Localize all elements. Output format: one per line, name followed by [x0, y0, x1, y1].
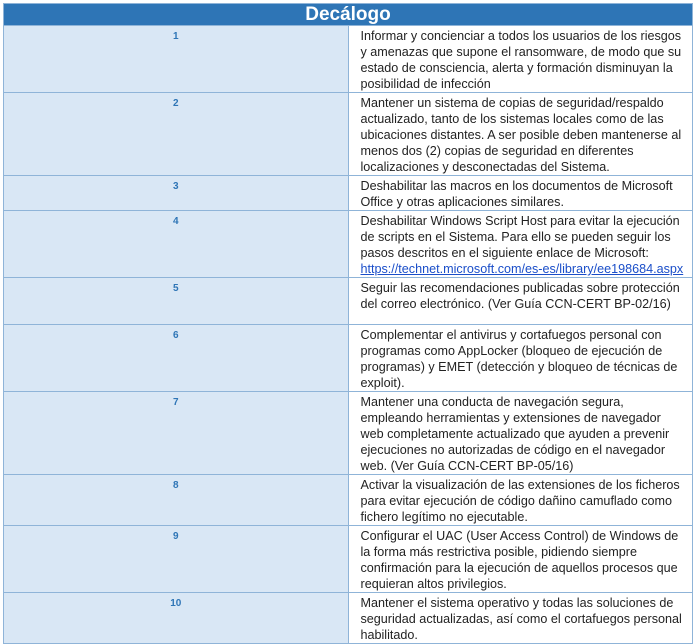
table-row: [4, 325, 693, 392]
table-row: [4, 475, 693, 526]
table-row: [4, 93, 693, 176]
item-number: 9: [4, 526, 349, 593]
item-text: Mantener una conducta de navegación segura, empleando herramientas y extensiones de navegador web completamente actualizado que ayuden a prevenir ejecuciones no autorizadas de código en el navegador web. (Ver Guía CCN-CERT BP-05/16): [348, 392, 693, 475]
item-text: Deshabilitar las macros en los documentos de Microsoft Office y otras aplicaciones similares.: [348, 176, 693, 211]
microsoft-link[interactable]: https://technet.microsoft.com/es-es/library/ee198684.aspx: [360, 262, 684, 276]
table-row: [4, 26, 693, 93]
item-text: Configurar el UAC (User Access Control) de Windows de la forma más restrictiva posible, pidiendo siempre confirmación para la ejecución de aquellos procesos que requieran altos privilegios.: [348, 526, 693, 593]
table-row: [4, 526, 693, 593]
table-row: [4, 593, 693, 644]
item-number: 4: [4, 211, 349, 278]
item-text: Informar y concienciar a todos los usuarios de los riesgos y amenazas que supone el ransomware, de modo que su estado de consciencia, alerta y formación disminuyan la posibilidad de infección: [348, 26, 693, 93]
item-number: 8: [4, 475, 349, 526]
table-row: [4, 392, 693, 475]
table-row: [4, 278, 693, 325]
item-number: 10: [4, 593, 349, 644]
item-text: Mantener el sistema operativo y todas las soluciones de seguridad actualizadas, así como el cortafuegos personal habilitado.: [348, 593, 693, 644]
item-number: 3: [4, 176, 349, 211]
item-number: 1: [4, 26, 349, 93]
decalogo-table: [3, 3, 693, 644]
item-number: 6: [4, 325, 349, 392]
title-row: [4, 4, 693, 26]
item-text: Complementar el antivirus y cortafuegos personal con programas como AppLocker (bloqueo de ejecución de programas) y EMET (detección y bloqueo de técnicas de exploit).: [348, 325, 693, 392]
item-text: Seguir las recomendaciones publicadas sobre protección del correo electrónico. (Ver Guía CCN-CERT BP-02/16): [348, 278, 693, 325]
item-number: 5: [4, 278, 349, 325]
item-number: 2: [4, 93, 349, 176]
item-number: 7: [4, 392, 349, 475]
table-row: [4, 211, 693, 278]
item-text: Activar la visualización de las extensiones de los ficheros para evitar ejecución de código dañino camuflado como fichero legítimo no ejecutable.: [348, 475, 693, 526]
item-text: Mantener un sistema de copias de seguridad/respaldo actualizado, tanto de los sistemas locales como de las ubicaciones distantes. A ser posible deben mantenerse al menos dos (2) copias de seguridad en diferentes localizaciones y desconectadas del Sistema.: [348, 93, 693, 176]
table-title: Decálogo: [4, 4, 693, 26]
item-text-with-link: [348, 211, 693, 278]
table-row: [4, 176, 693, 211]
item-text: Deshabilitar Windows Script Host para evitar la ejecución de scripts en el Sistema. Para ello se pueden seguir los pasos descritos en el siguiente enlace de Microsoft:: [360, 214, 680, 260]
